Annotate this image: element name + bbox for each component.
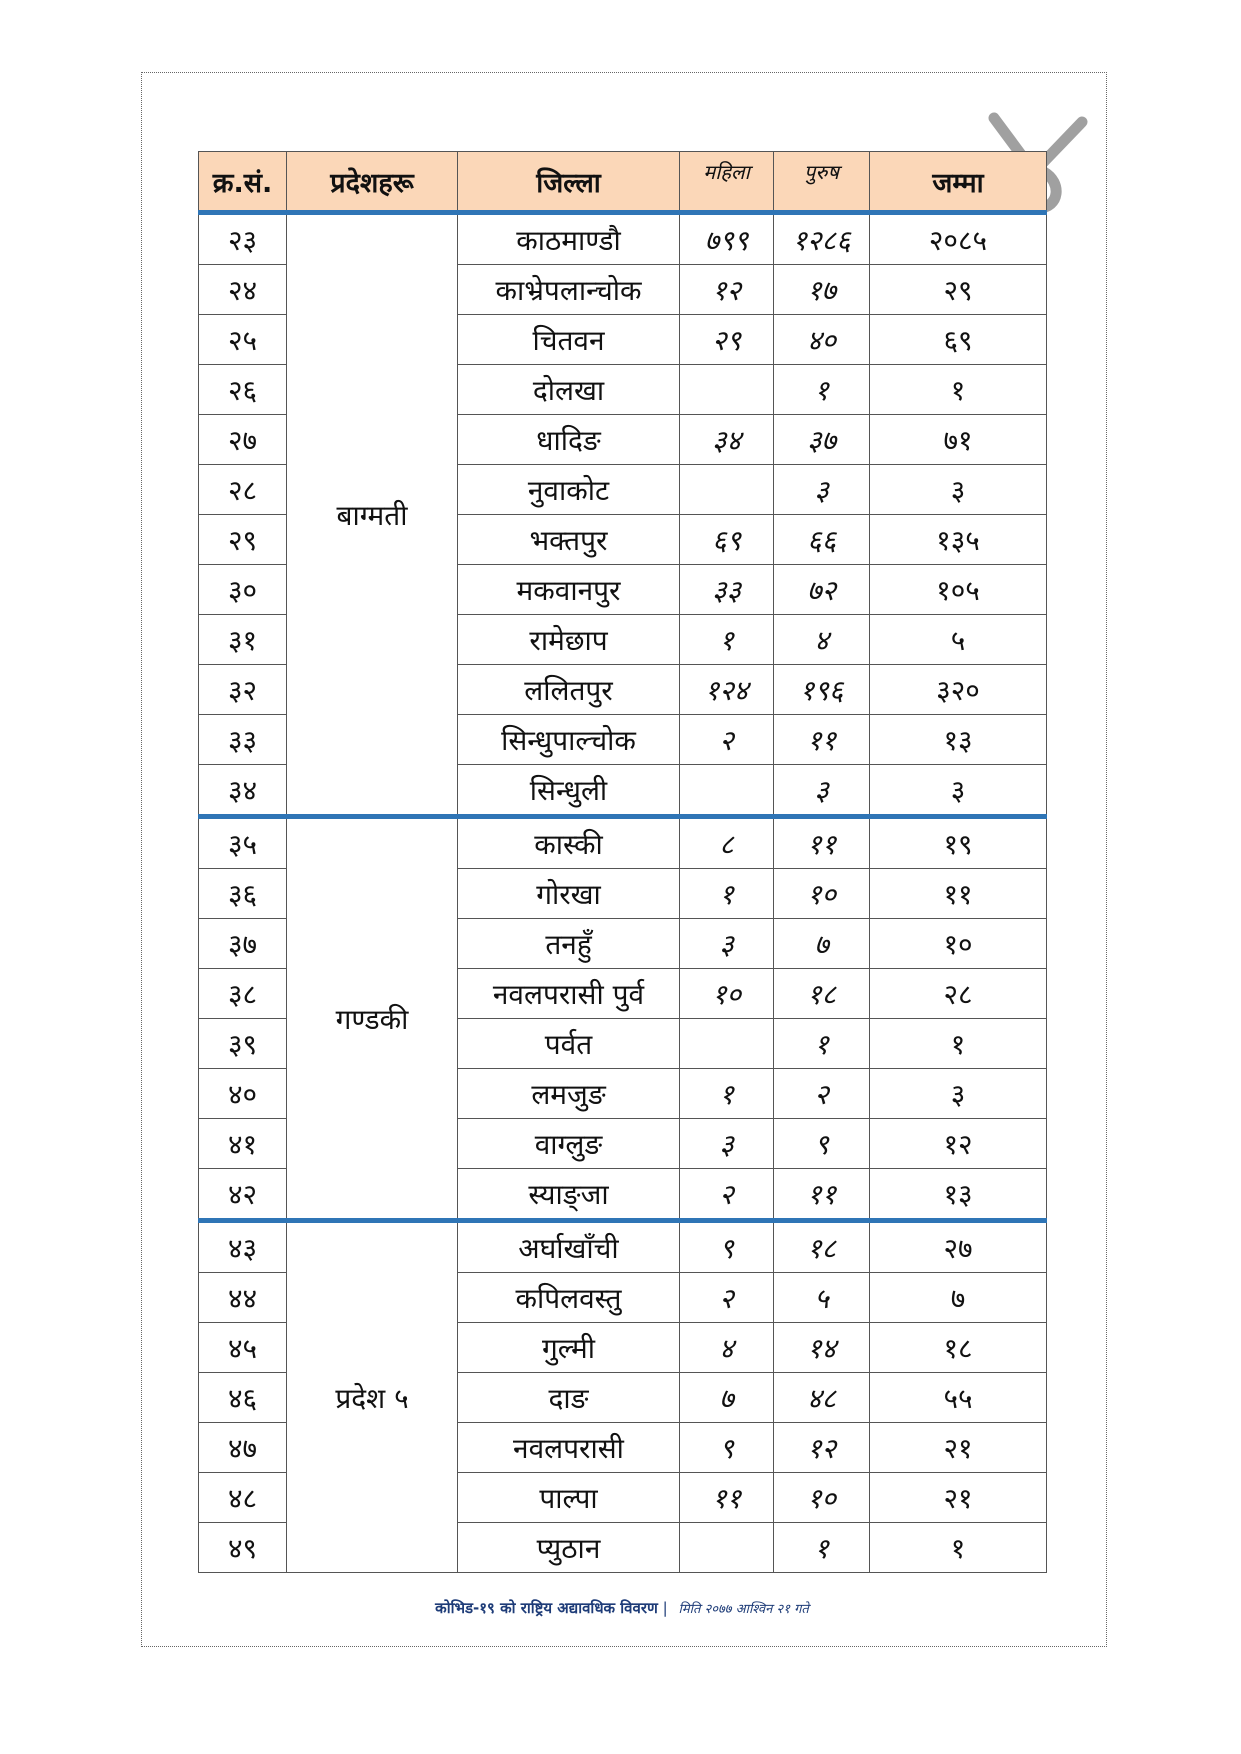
cell-district: सिन्धुली xyxy=(458,765,680,817)
cell-total: ६९ xyxy=(870,315,1047,365)
cell-sn: २६ xyxy=(199,365,287,415)
cell-total: २९ xyxy=(870,265,1047,315)
cell-male: ४ xyxy=(774,615,870,665)
cell-sn: ३९ xyxy=(199,1019,287,1069)
cell-male: १४ xyxy=(774,1323,870,1373)
cell-male: १७ xyxy=(774,265,870,315)
cell-district: नुवाकोट xyxy=(458,465,680,515)
cell-female: २९ xyxy=(680,315,774,365)
cell-district: गोरखा xyxy=(458,869,680,919)
cell-sn: ३१ xyxy=(199,615,287,665)
header-total: जम्मा xyxy=(870,152,1047,213)
cell-sn: ४८ xyxy=(199,1473,287,1523)
cell-female: २ xyxy=(680,1273,774,1323)
cell-sn: ४० xyxy=(199,1069,287,1119)
cell-female: १ xyxy=(680,615,774,665)
cell-male: ३ xyxy=(774,465,870,515)
cell-sn: ४५ xyxy=(199,1323,287,1373)
cell-sn: ३६ xyxy=(199,869,287,919)
cell-total: १० xyxy=(870,919,1047,969)
cell-female: ३ xyxy=(680,919,774,969)
cell-female: ३३ xyxy=(680,565,774,615)
table-header-row xyxy=(199,152,1047,213)
province-group xyxy=(199,1221,1047,1573)
cell-female xyxy=(680,1019,774,1069)
cell-sn: ४७ xyxy=(199,1423,287,1473)
cell-district: कपिलवस्तु xyxy=(458,1273,680,1323)
cell-province: बाग्मती xyxy=(287,213,458,817)
cell-male: १८ xyxy=(774,969,870,1019)
footer-separator: | xyxy=(662,1599,668,1617)
cell-sn: ३२ xyxy=(199,665,287,715)
cell-male: १८ xyxy=(774,1221,870,1273)
cell-female: १० xyxy=(680,969,774,1019)
cell-sn: २८ xyxy=(199,465,287,515)
cell-district: दोलखा xyxy=(458,365,680,415)
district-case-table xyxy=(198,151,1047,1573)
cell-sn: ४३ xyxy=(199,1221,287,1273)
cell-district: नवलपरासी xyxy=(458,1423,680,1473)
cell-district: तनहुँ xyxy=(458,919,680,969)
cell-sn: ३३ xyxy=(199,715,287,765)
cell-male: १० xyxy=(774,869,870,919)
cell-sn: ४४ xyxy=(199,1273,287,1323)
cell-total: ७१ xyxy=(870,415,1047,465)
cell-district: दाङ xyxy=(458,1373,680,1423)
header-sn: क्र.सं. xyxy=(199,152,287,213)
cell-male: १ xyxy=(774,365,870,415)
cell-district: रामेछाप xyxy=(458,615,680,665)
cell-total: १ xyxy=(870,1523,1047,1573)
cell-district: मकवानपुर xyxy=(458,565,680,615)
cell-male: ६६ xyxy=(774,515,870,565)
cell-total: १३ xyxy=(870,715,1047,765)
cell-sn: ४९ xyxy=(199,1523,287,1573)
cell-district: ललितपुर xyxy=(458,665,680,715)
cell-female: २ xyxy=(680,1169,774,1221)
cell-sn: ४२ xyxy=(199,1169,287,1221)
cell-female: ६९ xyxy=(680,515,774,565)
cell-district: काठमाण्डौ xyxy=(458,213,680,265)
cell-total: १ xyxy=(870,1019,1047,1069)
table-row xyxy=(199,1221,1047,1273)
cell-male: ३७ xyxy=(774,415,870,465)
cell-total: २१ xyxy=(870,1423,1047,1473)
cell-female: ४ xyxy=(680,1323,774,1373)
cell-male: १ xyxy=(774,1019,870,1069)
cell-male: ७ xyxy=(774,919,870,969)
cell-male: २ xyxy=(774,1069,870,1119)
cell-female: ९ xyxy=(680,1423,774,1473)
cell-male: १२८६ xyxy=(774,213,870,265)
cell-male: १० xyxy=(774,1473,870,1523)
cell-female xyxy=(680,465,774,515)
cell-male: ३ xyxy=(774,765,870,817)
cell-female: १२४ xyxy=(680,665,774,715)
cell-sn: ३४ xyxy=(199,765,287,817)
cell-male: ७२ xyxy=(774,565,870,615)
cell-female: ७ xyxy=(680,1373,774,1423)
cell-district: स्याङ्जा xyxy=(458,1169,680,1221)
cell-total: १३ xyxy=(870,1169,1047,1221)
cell-total: २१ xyxy=(870,1473,1047,1523)
cell-sn: २४ xyxy=(199,265,287,315)
cell-female xyxy=(680,365,774,415)
cell-province: गण्डकी xyxy=(287,817,458,1221)
cell-female xyxy=(680,1523,774,1573)
cell-total: २८ xyxy=(870,969,1047,1019)
cell-sn: ३० xyxy=(199,565,287,615)
cell-sn: २७ xyxy=(199,415,287,465)
cell-female: १ xyxy=(680,1069,774,1119)
cell-total: ५ xyxy=(870,615,1047,665)
cell-male: १९६ xyxy=(774,665,870,715)
cell-female: ७९९ xyxy=(680,213,774,265)
footer-title: कोभिड-१९ को राष्ट्रिय अद्यावधिक विवरण xyxy=(435,1599,658,1617)
cell-male: १२ xyxy=(774,1423,870,1473)
table-row xyxy=(199,817,1047,869)
cell-sn: ४६ xyxy=(199,1373,287,1423)
cell-sn: ३५ xyxy=(199,817,287,869)
cell-total: २०८५ xyxy=(870,213,1047,265)
cell-male: ४८ xyxy=(774,1373,870,1423)
cell-total: ७ xyxy=(870,1273,1047,1323)
cell-district: प्युठान xyxy=(458,1523,680,1573)
cell-male: १ xyxy=(774,1523,870,1573)
cell-total: १९ xyxy=(870,817,1047,869)
cell-district: पर्वत xyxy=(458,1019,680,1069)
cell-district: भक्तपुर xyxy=(458,515,680,565)
header-male: पुरुष xyxy=(774,152,870,213)
cell-total: ३ xyxy=(870,1069,1047,1119)
cell-district: वाग्लुङ xyxy=(458,1119,680,1169)
cell-district: धादिङ xyxy=(458,415,680,465)
cell-district: कास्की xyxy=(458,817,680,869)
cell-district: पाल्पा xyxy=(458,1473,680,1523)
cell-female: ९ xyxy=(680,1221,774,1273)
cell-district: सिन्धुपाल्चोक xyxy=(458,715,680,765)
cell-male: ११ xyxy=(774,715,870,765)
cell-district: लमजुङ xyxy=(458,1069,680,1119)
header-district: जिल्ला xyxy=(458,152,680,213)
cell-male: ९ xyxy=(774,1119,870,1169)
header-province: प्रदेशहरू xyxy=(287,152,458,213)
cell-female: २ xyxy=(680,715,774,765)
cell-female: ३४ xyxy=(680,415,774,465)
header-female: महिला xyxy=(680,152,774,213)
cell-sn: ३७ xyxy=(199,919,287,969)
cell-female: १२ xyxy=(680,265,774,315)
cell-district: काभ्रेपलान्चोक xyxy=(458,265,680,315)
cell-sn: २९ xyxy=(199,515,287,565)
cell-sn: २५ xyxy=(199,315,287,365)
cell-total: १०५ xyxy=(870,565,1047,615)
cell-total: ३ xyxy=(870,765,1047,817)
cell-total: ३२० xyxy=(870,665,1047,715)
cell-total: ११ xyxy=(870,869,1047,919)
cell-total: २७ xyxy=(870,1221,1047,1273)
province-group xyxy=(199,213,1047,817)
cell-female: ८ xyxy=(680,817,774,869)
cell-total: १३५ xyxy=(870,515,1047,565)
cell-female: ३ xyxy=(680,1119,774,1169)
province-group xyxy=(199,817,1047,1221)
cell-female: १ xyxy=(680,869,774,919)
table-row xyxy=(199,213,1047,265)
cell-male: ११ xyxy=(774,817,870,869)
cell-male: ४० xyxy=(774,315,870,365)
cell-total: ३ xyxy=(870,465,1047,515)
cell-sn: ३८ xyxy=(199,969,287,1019)
cell-total: १२ xyxy=(870,1119,1047,1169)
cell-total: ५५ xyxy=(870,1373,1047,1423)
cell-sn: २३ xyxy=(199,213,287,265)
footer-date: मिति २०७७ आश्विन २१ गते xyxy=(678,1602,809,1617)
cell-sn: ४१ xyxy=(199,1119,287,1169)
cell-male: ५ xyxy=(774,1273,870,1323)
cell-district: नवलपरासी पुर्व xyxy=(458,969,680,1019)
page-footer xyxy=(198,1598,1046,1618)
cell-male: ११ xyxy=(774,1169,870,1221)
cell-female: ११ xyxy=(680,1473,774,1523)
cell-province: प्रदेश ५ xyxy=(287,1221,458,1573)
cell-female xyxy=(680,765,774,817)
cell-total: १ xyxy=(870,365,1047,415)
cell-district: चितवन xyxy=(458,315,680,365)
cell-total: १८ xyxy=(870,1323,1047,1373)
cell-district: अर्घाखाँची xyxy=(458,1221,680,1273)
cell-district: गुल्मी xyxy=(458,1323,680,1373)
